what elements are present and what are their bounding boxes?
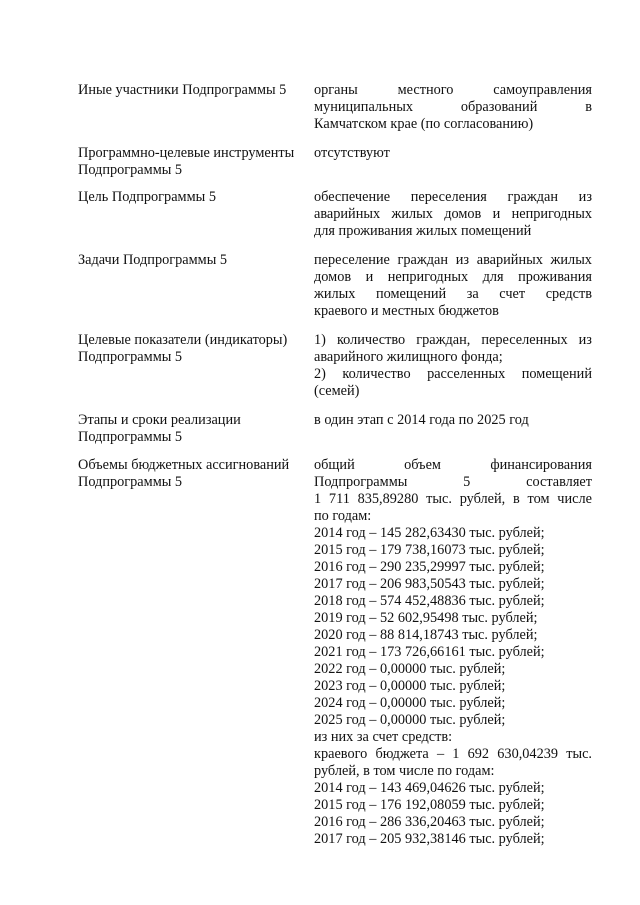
value-line: 2022 год – 0,00000 тыс. рублей;	[314, 661, 506, 677]
row-value	[314, 332, 592, 400]
row-label	[78, 189, 306, 206]
word: непригодных	[387, 269, 469, 285]
value-line: рублей, в том числе по годам:	[314, 763, 495, 779]
word: 1	[314, 491, 322, 507]
word: и	[365, 269, 374, 285]
value-line: в один этап с 2014 года по 2025 год	[314, 412, 529, 428]
value-line-justified	[314, 189, 592, 206]
value-line-justified	[314, 491, 592, 508]
value-line-justified	[314, 99, 592, 116]
word: граждан	[397, 252, 449, 268]
value-line: из них за счет средств:	[314, 729, 453, 745]
word: обеспечение	[314, 189, 391, 205]
value-line: 2017 год – 206 983,50543 тыс. рублей;	[314, 576, 545, 592]
word: в	[513, 491, 520, 507]
label-line: Подпрограммы 5	[78, 429, 183, 445]
word: проживания	[518, 269, 592, 285]
word: из	[578, 189, 592, 205]
value-line: 2023 год – 0,00000 тыс. рублей;	[314, 678, 506, 694]
word: 5	[463, 474, 471, 490]
word: образований	[460, 99, 538, 115]
word: 1	[452, 746, 460, 762]
row-value	[314, 412, 592, 429]
word: и	[492, 206, 501, 222]
value-line-justified	[314, 457, 592, 474]
value-line: 2016 год – 286 336,20463 тыс. рублей;	[314, 814, 545, 830]
word: количество	[342, 366, 411, 382]
value-line: аварийного жилищного фонда;	[314, 349, 503, 365]
word: из	[455, 252, 470, 268]
word: том	[527, 491, 550, 507]
word: самоуправления	[493, 82, 592, 98]
label-line: Цель Подпрограммы 5	[78, 189, 216, 205]
label-line: Подпрограммы 5	[78, 474, 183, 490]
label-line: Объемы бюджетных ассигнований	[78, 457, 290, 473]
value-line: для проживания жилых помещений	[314, 223, 532, 239]
row-value	[314, 252, 592, 320]
value-line: 2015 год – 179 738,16073 тыс. рублей;	[314, 542, 545, 558]
word: финансирования	[490, 457, 592, 473]
value-line: 2017 год – 205 932,38146 тыс. рублей;	[314, 831, 545, 847]
value-line: краевого и местных бюджетов	[314, 303, 499, 319]
word: бюджета	[375, 746, 429, 762]
row-label	[78, 457, 306, 491]
word: жилых	[550, 252, 592, 268]
value-line: 2025 год – 0,00000 тыс. рублей;	[314, 712, 506, 728]
word: помещений	[375, 286, 447, 302]
value-line-justified	[314, 206, 592, 223]
word: 1)	[314, 332, 326, 348]
value-line-justified	[314, 252, 592, 269]
value-line-justified	[314, 332, 592, 349]
word: числе	[557, 491, 592, 507]
value-line-justified	[314, 474, 592, 491]
word: –	[436, 746, 445, 762]
value-line: Камчатском крае (по согласованию)	[314, 116, 534, 132]
value-line: отсутствуют	[314, 145, 390, 161]
word: местного	[397, 82, 454, 98]
word: рублей,	[459, 491, 506, 507]
value-line: 2014 год – 143 469,04626 тыс. рублей;	[314, 780, 545, 796]
label-line: Целевые показатели (индикаторы)	[78, 332, 288, 348]
value-line-justified	[314, 82, 592, 99]
word: переселение	[314, 252, 390, 268]
label-line: Задачи Подпрограммы 5	[78, 252, 228, 268]
row-value	[314, 457, 592, 848]
word: объем	[404, 457, 441, 473]
word: краевого	[314, 746, 368, 762]
label-line: Подпрограммы 5	[78, 162, 183, 178]
word: составляет	[526, 474, 592, 490]
word: аварийных	[476, 252, 543, 268]
value-line: (семей)	[314, 383, 360, 399]
row-label	[78, 412, 306, 446]
word: жилых	[391, 206, 433, 222]
word: Подпрограммы	[314, 474, 408, 490]
word: средств	[545, 286, 592, 302]
value-line: 2015 год – 176 192,08059 тыс. рублей;	[314, 797, 545, 813]
value-line: 2024 год – 0,00000 тыс. рублей;	[314, 695, 506, 711]
value-line: по годам:	[314, 508, 372, 524]
word: из	[578, 332, 592, 348]
word: в	[585, 99, 592, 115]
row-label	[78, 252, 306, 269]
value-line-justified	[314, 746, 592, 763]
word: количество	[336, 332, 406, 348]
value-line-justified	[314, 366, 592, 383]
word: переселенных	[481, 332, 568, 348]
word: 692	[467, 746, 490, 762]
value-line: 2021 год – 173 726,66161 тыс. рублей;	[314, 644, 545, 660]
row-label	[78, 145, 306, 179]
word: помещений	[521, 366, 592, 382]
word: жилых	[314, 286, 356, 302]
word: муниципальных	[314, 99, 413, 115]
word: граждан,	[416, 332, 471, 348]
row-value	[314, 82, 592, 133]
word: 2)	[314, 366, 326, 382]
value-line-justified	[314, 286, 592, 303]
word: тыс.	[566, 746, 592, 762]
word: 630,04239	[497, 746, 559, 762]
word: переселения	[410, 189, 487, 205]
row-label	[78, 82, 306, 99]
word: расселенных	[427, 366, 506, 382]
row-value	[314, 189, 592, 240]
label-line: Подпрограммы 5	[78, 349, 183, 365]
value-line-justified	[314, 269, 592, 286]
row-value	[314, 145, 592, 162]
word: 835,89280	[357, 491, 419, 507]
word: общий	[314, 457, 355, 473]
word: граждан	[507, 189, 559, 205]
value-line: 2019 год – 52 602,95498 тыс. рублей;	[314, 610, 538, 626]
word: для	[482, 269, 504, 285]
value-line: 2018 год – 574 452,48836 тыс. рублей;	[314, 593, 545, 609]
word: счет	[499, 286, 526, 302]
value-line: 2014 год – 145 282,63430 тыс. рублей;	[314, 525, 545, 541]
label-line: Программно-целевые инструменты	[78, 145, 295, 161]
word: непригодных	[511, 206, 592, 222]
value-line: 2016 год – 290 235,29997 тыс. рублей;	[314, 559, 545, 575]
word: тыс.	[426, 491, 452, 507]
word: за	[466, 286, 479, 302]
value-line: 2020 год – 88 814,18743 тыс. рублей;	[314, 627, 538, 643]
row-label	[78, 332, 306, 366]
label-line: Этапы и сроки реализации	[78, 412, 241, 428]
word: домов	[314, 269, 352, 285]
label-line: Иные участники Подпрограммы 5	[78, 82, 287, 98]
word: домов	[444, 206, 482, 222]
word: аварийных	[314, 206, 381, 222]
word: органы	[314, 82, 358, 98]
word: 711	[328, 491, 350, 507]
